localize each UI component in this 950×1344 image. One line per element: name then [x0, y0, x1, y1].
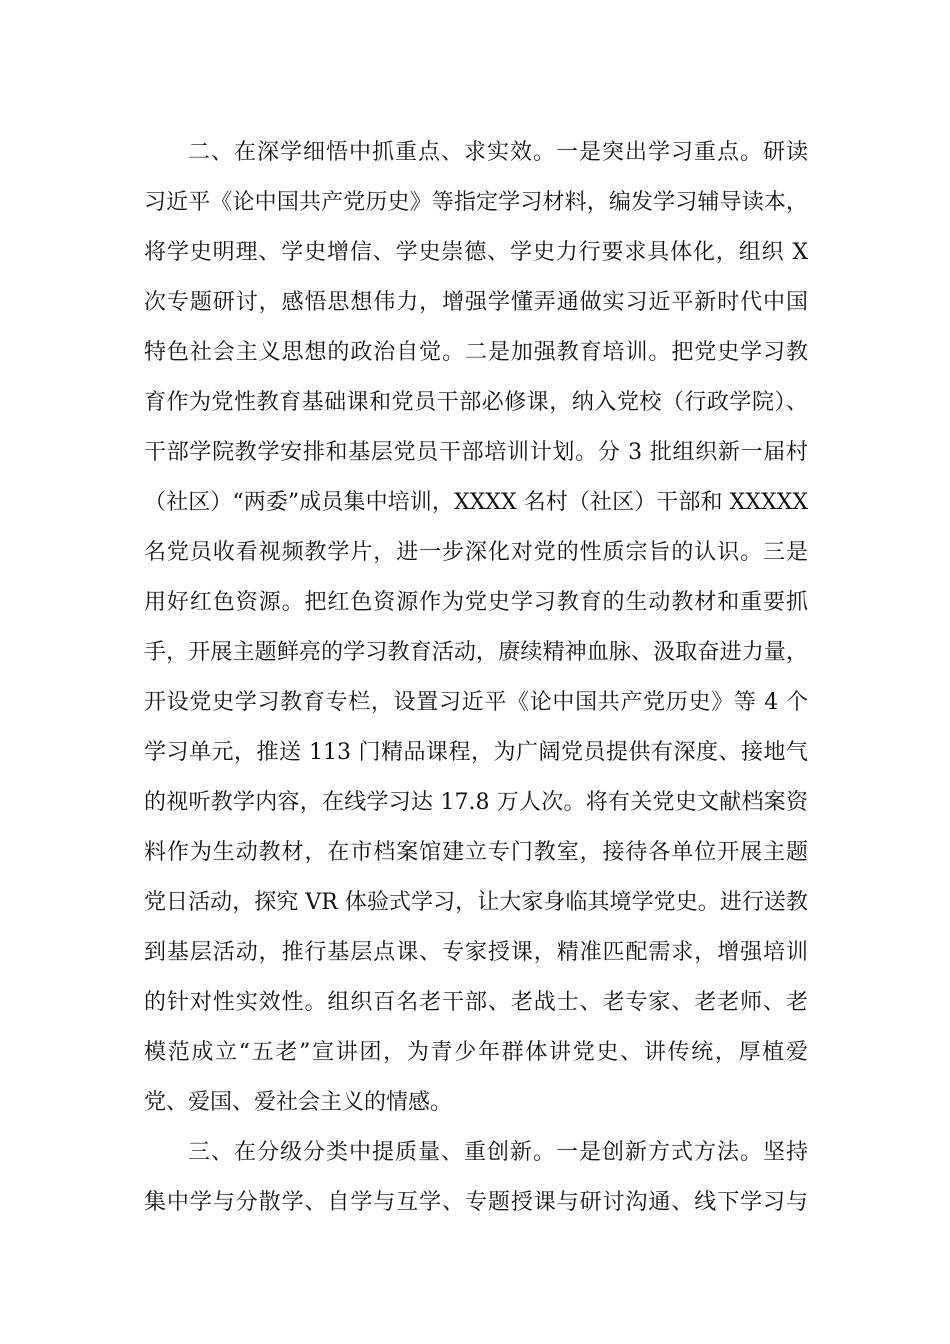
paragraph-1-line: 名党员收看视频教学片，进一步深化对党的性质宗旨的认识。三是 [144, 540, 808, 565]
paragraph-1-line: 育作为党性教育基础课和党员干部必修课，纳入党校（行政学院）、 [144, 390, 808, 415]
paragraph-1-line: 干部学院教学安排和基层党员干部培训计划。分 3 批组织新一届村 [144, 440, 808, 465]
paragraph-1-line: 的视听教学内容，在线学习达 17.8 万人次。将有关党史文献档案资 [144, 790, 808, 815]
paragraph-1-line: 开设党史学习教育专栏，设置习近平《论中国共产党历史》等 4 个 [144, 690, 808, 715]
paragraph-1-line: 手，开展主题鲜亮的学习教育活动，赓续精神血脉、汲取奋进力量， [144, 640, 808, 665]
paragraph-1-line: 料作为生动教材，在市档案馆建立专门教室，接待各单位开展主题 [144, 840, 808, 865]
paragraph-1-line: 特色社会主义思想的政治自觉。二是加强教育培训。把党史学习教 [144, 340, 808, 365]
paragraph-1-line: 模范成立“五老”宣讲团，为青少年群体讲党史、讲传统，厚植爱 [144, 1040, 808, 1065]
paragraph-2-line: 集中学与分散学、自学与互学、专题授课与研讨沟通、线下学习与 [144, 1190, 808, 1215]
paragraph-1-line: （社区）“两委”成员集中培训，XXXX 名村（社区）干部和 XXXXX [144, 490, 808, 515]
paragraph-1-line: 到基层活动，推行基层点课、专家授课，精准匹配需求，增强培训 [144, 940, 808, 965]
paragraph-1-line: 用好红色资源。把红色资源作为党史学习教育的生动教材和重要抓 [144, 590, 808, 615]
paragraph-1-line: 次专题研讨，感悟思想伟力，增强学懂弄通做实习近平新时代中国 [144, 290, 808, 315]
paragraph-1-line: 习近平《论中国共产党历史》等指定学习材料，编发学习辅导读本， [144, 190, 808, 215]
paragraph-1-line: 学习单元，推送 113 门精品课程，为广阔党员提供有深度、接地气 [144, 740, 808, 765]
paragraph-2-line: 三、在分级分类中提质量、重创新。一是创新方式方法。坚持 [188, 1140, 808, 1165]
paragraph-1-line: 将学史明理、学史增信、学史崇德、学史力行要求具体化，组织 X [144, 240, 808, 265]
paragraph-1-line: 党日活动，探究 VR 体验式学习，让大家身临其境学党史。进行送教 [144, 890, 808, 915]
body-text [144, 128, 808, 1228]
paragraph-1-line: 党、爱国、爱社会主义的情感。 [144, 1090, 453, 1115]
paragraph-1-line: 二、在深学细悟中抓重点、求实效。一是突出学习重点。研读 [188, 140, 808, 165]
paragraph-1-line: 的针对性实效性。组织百名老干部、老战士、老专家、老老师、老 [144, 990, 808, 1015]
